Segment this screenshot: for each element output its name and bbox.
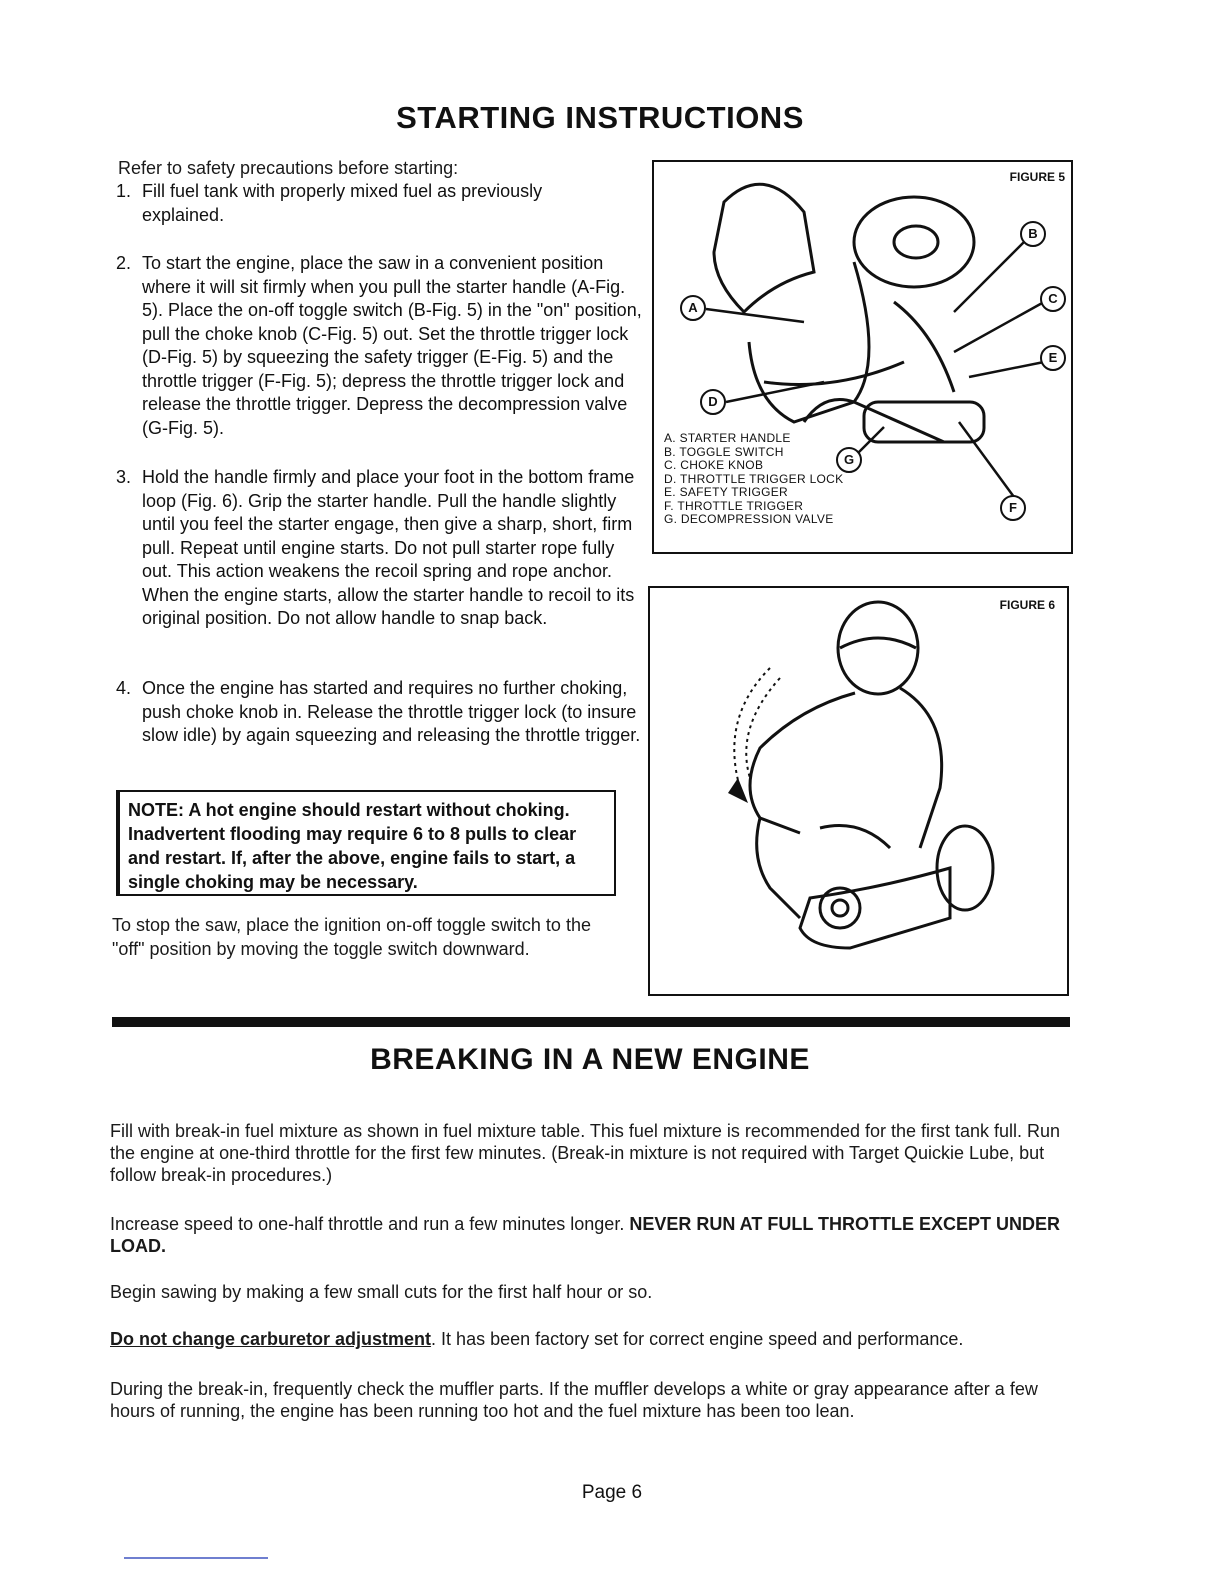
breaking-paragraph-2 [110, 1213, 1072, 1257]
page-number: Page 6 [581, 1482, 643, 1503]
figure-6-label: FIGURE 6 [999, 598, 1055, 612]
breaking-paragraph-4-text: . It has been factory set for correct engine speed and performance. [431, 1329, 964, 1349]
starting-intro: Refer to safety precautions before starting: [118, 158, 459, 178]
starting-instructions-title: STARTING INSTRUCTIONS [396, 100, 804, 135]
figure-5-legend [664, 432, 843, 527]
step-text: Fill fuel tank with properly mixed fuel as previously explained. [142, 181, 543, 225]
legend-item: G. DECOMPRESSION VALVE [664, 512, 834, 526]
callout-d: D [700, 389, 726, 415]
step-text: Hold the handle firmly and place your foot in the bottom frame loop (Fig. 6). Grip the starter handle. Pull the handle slightly until you feel the starter engage, then give a sharp, short, firm pull. Repeat until engine starts. Do not pull starter rope fully out. This action weakens the recoil spring and rope anchor. When the engine starts, allow the starter handle to recoil to its original position. Do not allow handle to snap back. [142, 467, 635, 628]
callout-g: G [836, 447, 862, 473]
breaking-in-title: BREAKING IN A NEW ENGINE [370, 1043, 810, 1076]
legend-item: D. THROTTLE TRIGGER LOCK [664, 471, 844, 486]
figure-5-label: FIGURE 5 [1009, 170, 1065, 184]
breaking-paragraph-4 [110, 1328, 1072, 1350]
note-box [116, 790, 616, 896]
step-4 [116, 677, 646, 748]
figure-6 [648, 586, 1069, 996]
legend-item: E. SAFETY TRIGGER [664, 485, 789, 499]
step-1 [116, 180, 646, 227]
step-number: 2. [116, 253, 132, 273]
step-number: 3. [116, 467, 132, 487]
figure-5 [652, 160, 1073, 554]
breaking-paragraph-2-text: Increase speed to one-half throttle and run a few minutes longer. [110, 1214, 630, 1234]
note-text: NOTE: A hot engine should restart without choking. Inadvertent flooding may require 6 to 8 pulls to clear and restart. If, after the above, engine fails to start, a single choking may be necessary. [128, 800, 577, 892]
legend-item: A. STARTER HANDLE [664, 431, 791, 445]
footer-rule [124, 1557, 268, 1559]
callout-c: C [1040, 286, 1066, 312]
legend-item: C. CHOKE KNOB [664, 458, 764, 472]
step-text: To start the engine, place the saw in a convenient position where it will sit firmly when you pull the starter handle (A-Fig. 5). Place the on-off toggle switch (B-Fig. 5) in the "on" position, pull the choke knob (C-Fig. 5) out. Set the throttle trigger lock (D-Fig. 5) by squeezing the safety trigger (E-Fig. 5) and the throttle trigger (F-Fig. 5); depress the throttle trigger lock and release the throttle trigger. Depress the decompression valve (G-Fig. 5). [142, 253, 642, 438]
breaking-paragraph-5: During the break-in, frequently check the muffler parts. If the muffler develops a white or gray appearance after a few hours of running, the engine has been running too hot and the fuel mixture has been too lean. [110, 1379, 1038, 1421]
callout-b: B [1020, 221, 1046, 247]
carburetor-warning: Do not change carburetor adjustment [110, 1329, 432, 1349]
operator-starting-saw-illustration [650, 588, 1067, 994]
breaking-paragraph-3: Begin sawing by making a few small cuts for the first half hour or so. [110, 1282, 653, 1302]
step-text: Once the engine has started and requires no further choking, push choke knob in. Release the throttle trigger lock (to insure slow idle) by again squeezing and releasing the throttle trigger. [142, 678, 641, 745]
breaking-warning: NEVER RUN AT FULL THROTTLE EXCEPT UNDER LOAD. [110, 1214, 1061, 1256]
callout-a: A [680, 295, 706, 321]
legend-item: F. THROTTLE TRIGGER [664, 498, 804, 513]
stop-instructions: To stop the saw, place the ignition on-off toggle switch to the "off" position by moving the toggle switch downward. [112, 915, 591, 959]
callout-e: E [1040, 345, 1066, 371]
step-2 [116, 252, 646, 440]
legend-item: B. TOGGLE SWITCH [664, 444, 784, 459]
callout-f: F [1000, 495, 1026, 521]
section-divider [112, 1017, 1070, 1027]
step-number: 4. [116, 678, 132, 698]
step-3 [116, 466, 646, 631]
step-number: 1. [116, 181, 132, 201]
breaking-paragraph-1: Fill with break-in fuel mixture as shown in fuel mixture table. This fuel mixture is recommended for the first tank full. Run the engine at one-third throttle for the first few minutes. (Break-in mixture is not required with Target Quickie Lube, but follow break-in procedures.) [110, 1121, 1061, 1185]
